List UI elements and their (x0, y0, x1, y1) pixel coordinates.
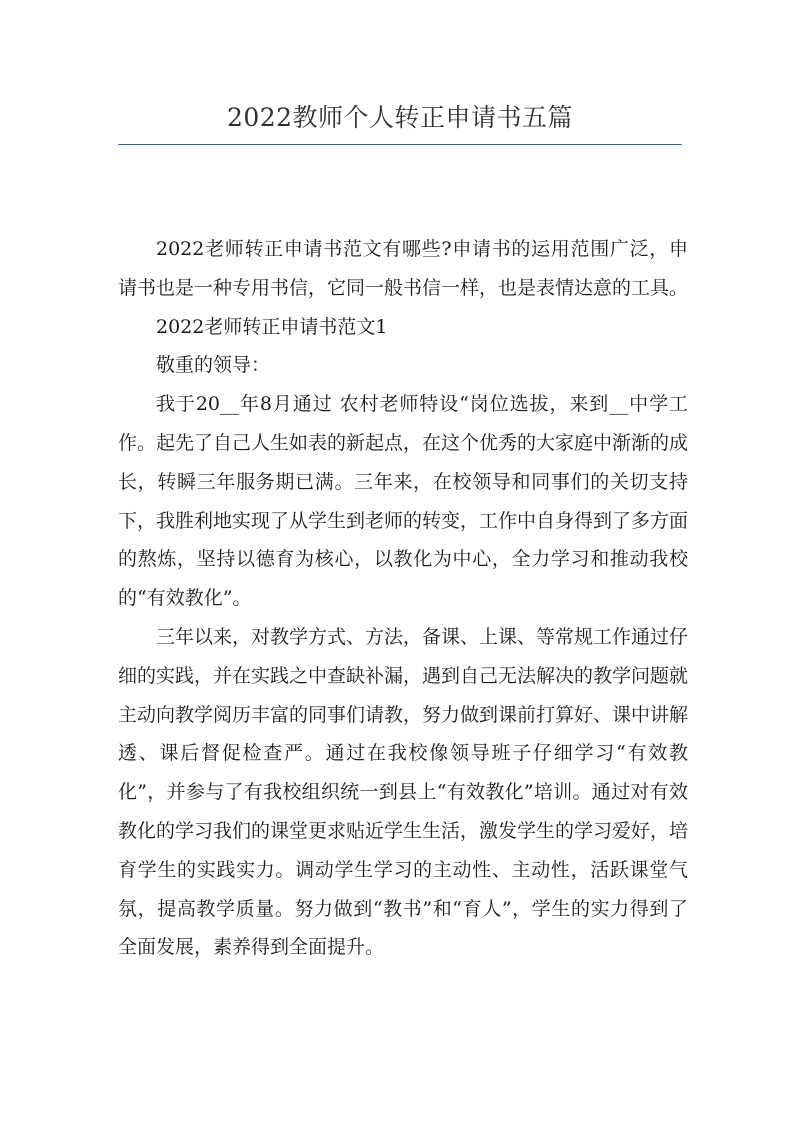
body-paragraph: 我于20__年8月通过 农村老师特设“岗位选拔，来到__中学工作。起先了自己人生如表的新起点，在这个优秀的大家庭中渐渐的成长，转瞬三年服务期已满。三年来，在校领导和同事们的关切支持下，我胜利地实现了从学生到老师的转变，工作中自身得到了多方面的熬炼，坚持以德育为核心，以教化为中心，全力学习和推动我校的“有效教化”。 (118, 393, 689, 610)
salutation: 敬重的领导： (156, 354, 271, 377)
intro-paragraph: 2022老师转正申请书范文有哪些?申请书的运用范围广泛，申请书也是一种专用书信，它同一般书信一样，也是表情达意的工具。 (118, 238, 689, 299)
body-paragraph: 三年以来，对教学方式、方法，备课、上课、等常规工作通过仔细的实践，并在实践之中查缺补漏，遇到自己无法解决的教学问题就主动向教学阅历丰富的同事们请教，努力做到课前打算好、课中讲解透、课后督促检查严。通过在我校像领导班子仔细学习“有效教化”，并参与了有我校组织统一到县上“有效教化”培训。通过对有效教化的学习我们的课堂更求贴近学生生活，激发学生的学习爱好，培育学生的实践实力。调动学生学习的主动性、主动性，活跃课堂气氛，提高教学质量。努力做到“教书”和“育人”，学生的实力得到了全面发展，素养得到全面提升。 (118, 625, 689, 959)
title-divider (118, 144, 682, 145)
document-title: 2022教师个人转正申请书五篇 (226, 103, 574, 132)
document-body (118, 230, 688, 967)
section-heading: 2022老师转正申请书范文1 (156, 315, 388, 338)
